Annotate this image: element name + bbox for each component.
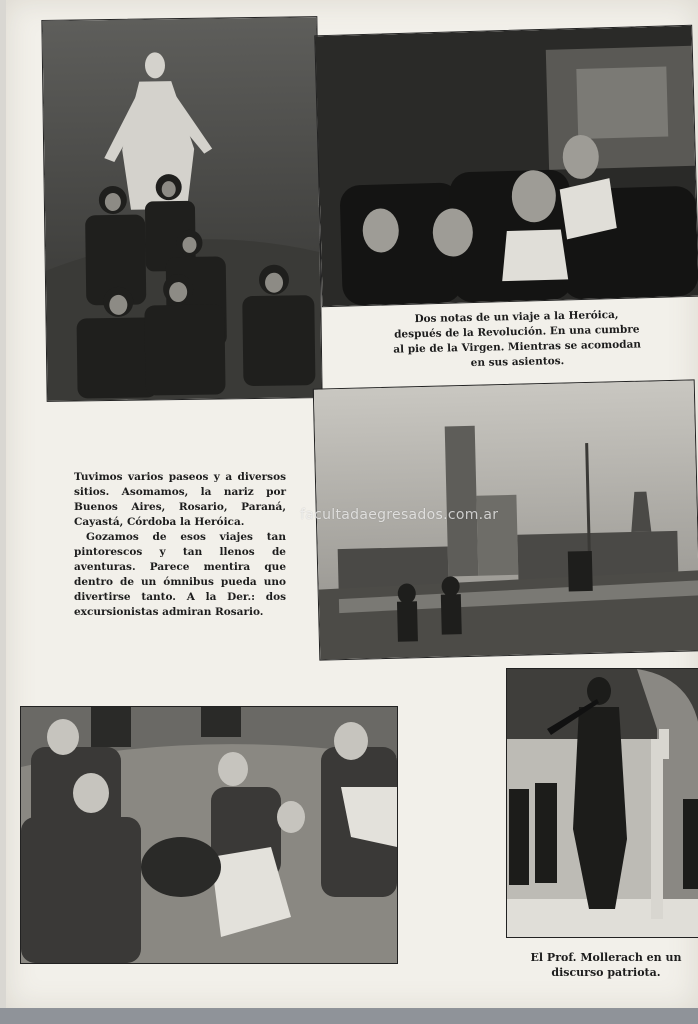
scan-bottom-edge xyxy=(0,1008,698,1024)
photo-boys-on-grass xyxy=(20,706,398,964)
photo-professor-speech xyxy=(506,668,698,938)
caption-trip-note-text: Dos notas de un viaje a la Heróica, después de la Revolución. En una cumbre al pie de la Virgen. Mientras se acomodan en sus asientos. xyxy=(393,308,642,369)
caption-trip-note xyxy=(391,307,642,372)
caption-speech-text: El Prof. Mollerach en un discurso patriota. xyxy=(530,951,682,979)
caption-speech xyxy=(514,950,698,980)
story-paragraph-1: Tuvimos varios paseos y a diversos sitios. Asomamos, la nariz por Buenos Aires, Rosario, Paraná, Cayastá, Córdoba la Heróica. xyxy=(74,471,286,528)
watermark-text: facultadaegresados.com.ar xyxy=(300,507,499,523)
story-paragraph-2: Gozamos de esos viajes tan pintorescos y tan llenos de aventuras. Parece mentira que dentro de un ómnibus pueda uno divertirse tanto. A la Der.: dos excursionistas admiran Rosario. xyxy=(74,531,286,618)
photo-bus-interior xyxy=(314,25,698,307)
photo-virgin-statue-group xyxy=(41,16,322,402)
story-text xyxy=(74,470,286,620)
